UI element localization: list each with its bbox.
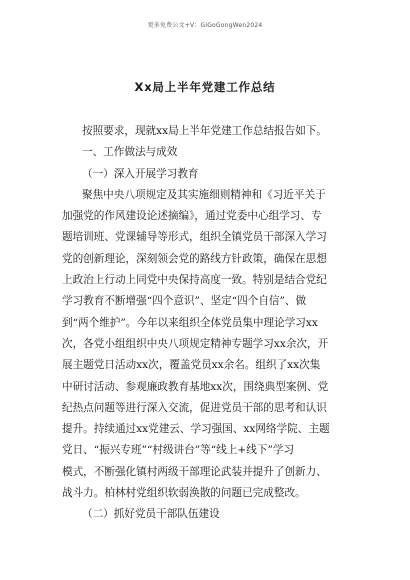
paragraph-line: 党的创新理论，深刻领会党的路线方针政策，确保在思想 (62, 252, 327, 265)
paragraph-line: 上政治上行动上同党中央保持高度一致。特别是结合党纪 (62, 274, 327, 287)
paragraph-line: 战斗力。柏林村党组织软弱涣散的问题已完成整改。 (62, 487, 306, 500)
subsection-heading-2: （二）抓好党员干部队伍建设 (82, 508, 220, 521)
paragraph-line: 加强党的作风建设论述摘编》，通过党委中心组学习、专 (62, 210, 322, 223)
paragraph-line: 纪热点问题等进行深入交流，促进党员干部的思考和认识 (62, 401, 327, 414)
document-title: Xx局上半年党建工作总结 (134, 80, 276, 94)
paragraph-line: 展主题党日活动xx次，覆盖党员xx余名。组织了xx次集 (62, 359, 321, 372)
paragraph-line: 到“两个维护”。今年以来组织全体党员集中理论学习xx (62, 316, 318, 329)
paragraph-line: 题培训班、党课辅导等形式，组织全镇党员干部深入学习 (62, 231, 327, 244)
paragraph-line: 聚焦中央八项规定及其实施细则精神和《习近平关于 (82, 188, 326, 201)
header-note: 更多免费公文+V：GiGoGongWen2024 (147, 22, 263, 29)
document-body (62, 121, 360, 526)
paragraph-line: 中研讨活动、参观廉政教育基地xx次，围绕典型案例、党 (62, 380, 329, 393)
paragraph-line: 提升。持续通过xx党建云、学习强国、xx网络学院、主题 (62, 423, 330, 436)
subsection-heading-1: （一）深入开展学习教育 (82, 167, 199, 180)
subsection-1-body (62, 185, 360, 504)
intro-paragraph: 按照要求，现就xx局上半年党建工作总结报告如下。 (82, 125, 328, 137)
paragraph-line: 模式，不断强化镇村两级干部理论武装并提升了创新力、 (62, 465, 327, 478)
paragraph-line: 次，各党小组组织中央八项规定精神专题学习xx余次，开 (62, 337, 329, 350)
paragraph-line: 学习教育不断增强“四个意识”、坚定“四个自信”、做 (62, 295, 307, 308)
paragraph-line: 党日、“振兴专班”“村级讲台”等“线上+线下”学习 (62, 444, 295, 457)
section-heading-1: 一、工作做法与成效 (82, 146, 178, 159)
